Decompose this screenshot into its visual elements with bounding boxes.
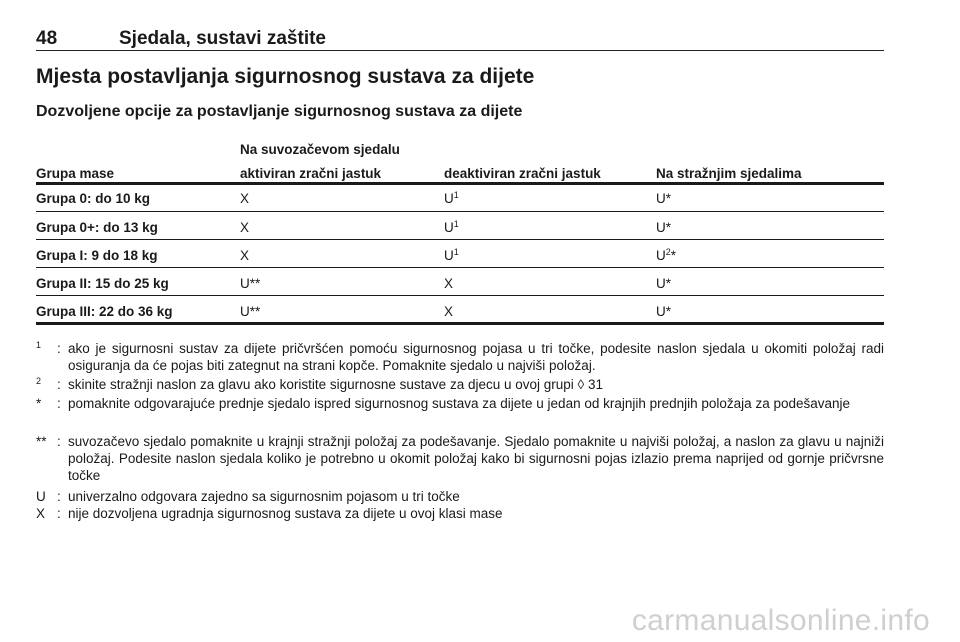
page-number: 48 (36, 28, 58, 49)
rear-seats-cell: U* (656, 220, 672, 235)
rear-seats-cell: U* (656, 191, 672, 206)
airbag-deactivated-cell: X (444, 276, 454, 291)
airbag-active-cell: U** (240, 304, 261, 319)
table-bottom-rule (36, 322, 884, 325)
rear-seats-cell: U* (656, 276, 672, 291)
footnote-separator: : (57, 489, 61, 504)
footnote-marker: * (36, 396, 42, 411)
row-divider (36, 295, 884, 296)
row-divider (36, 239, 884, 240)
mass-group-cell: Grupa II: 15 do 25 kg (36, 276, 169, 291)
footnote-separator: : (57, 377, 61, 392)
chapter-title: Sjedala, sustavi zaštite (119, 28, 326, 49)
footnote-marker: 1 (36, 340, 42, 350)
airbag-deactivated-cell: $U^1$ (444, 190, 459, 206)
footnote-separator: : (57, 341, 61, 356)
airbag-active-cell: X (240, 191, 250, 206)
page-header (36, 28, 884, 50)
footnote-separator: : (57, 434, 61, 449)
column-header-rear-seats: Na stražnjim sjedalima (656, 166, 802, 181)
footnote-marker: U (36, 489, 46, 504)
footnote-text: ako je sigurnosni sustav za dijete pričvršćen pomoću sigurnosnog pojasa u tri točke, podesite naslon sjedala u okomiti položaj radi osiguranja da će pojas biti zategnut na strani kopče. Pomaknite sjedalo u najviši položaj. (68, 341, 884, 373)
footnote-separator: : (57, 396, 61, 411)
rear-seats-cell: $U^2*$ (656, 247, 677, 263)
footnote-text: suvozačevo sjedalo pomaknite u krajnji stražnji položaj za podešavanje. Sjedalo pomaknite u najviši položaj, a naslon za glavu u najniži položaj. Podesite naslon sjedala koliko je potrebno u okomit položaj kako bi sigurnosni pojas izlazio prema naprijed od gornje pričvrsne točke (68, 434, 884, 483)
column-header-airbag-active: aktiviran zračni jastuk (240, 166, 382, 181)
footnote-marker: ** (36, 434, 47, 449)
footnote-text: pomaknite odgovarajuće prednje sjedalo ispred sigurnosnog sustava za dijete u jedan od krajnjih prednjih položaja za podešavanje (68, 396, 851, 411)
watermark: carmanualsonline.info (631, 604, 930, 637)
airbag-deactivated-cell: X (444, 304, 454, 319)
section-title: Mjesta postavljanja sigurnosnog sustava za dijete (36, 65, 535, 88)
column-header-mass-group: Grupa mase (36, 166, 115, 181)
airbag-active-cell: X (240, 220, 250, 235)
mass-group-cell: Grupa 0+: do 13 kg (36, 220, 158, 235)
footnote-marker: X (36, 506, 46, 521)
mass-group-cell: Grupa 0: do 10 kg (36, 191, 151, 206)
footnote-marker: 2 (36, 376, 42, 386)
mass-group-cell: Grupa I: 9 do 18 kg (36, 248, 158, 263)
airbag-deactivated-cell: $U^1$ (444, 247, 459, 263)
footnote-text: nije dozvoljena ugradnja sigurnosnog sustava za dijete u ovoj klasi mase (68, 506, 503, 521)
footnote-text: univerzalno odgovara zajedno sa sigurnosnim pojasom u tri točke (68, 489, 460, 504)
subsection-title: Dozvoljene opcije za postavljanje sigurnosnog sustava za dijete (36, 103, 523, 120)
footnote-separator: : (57, 506, 61, 521)
row-divider (36, 211, 884, 212)
column-header-airbag-deactivated: deaktiviran zračni jastuk (444, 166, 601, 181)
footnote-text: skinite stražnji naslon za glavu ako koristite sigurnosne sustave za djecu u ovoj grupi ◊ 31 (68, 377, 603, 392)
table-header-rule (36, 182, 884, 185)
rear-seats-cell: U* (656, 304, 672, 319)
airbag-deactivated-cell: $U^1$ (444, 219, 459, 235)
airbag-active-cell: U** (240, 276, 261, 291)
mass-group-cell: Grupa III: 22 do 36 kg (36, 304, 173, 319)
header-rule (36, 50, 884, 51)
airbag-active-cell: X (240, 248, 250, 263)
row-divider (36, 267, 884, 268)
column-group-header: Na suvozačevom sjedalu (240, 142, 400, 157)
